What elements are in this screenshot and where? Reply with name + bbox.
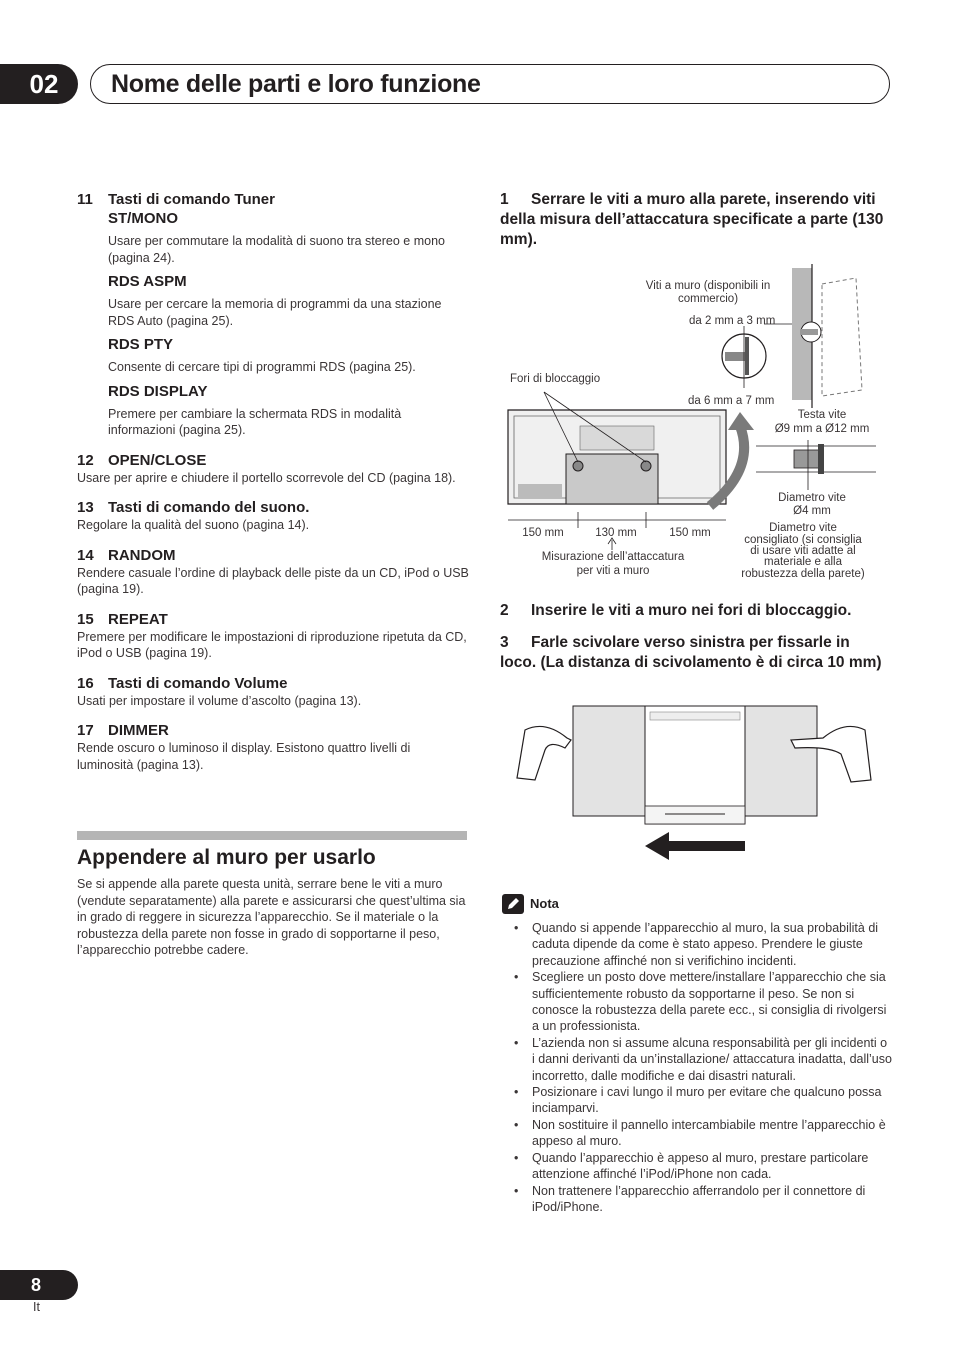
item-number: 15 bbox=[77, 610, 94, 628]
item-title: OPEN/CLOSE bbox=[108, 451, 207, 469]
item-number: 16 bbox=[77, 674, 94, 692]
left-column bbox=[77, 190, 469, 773]
item-text: Usati per impostare il volume d’ascolto (pagina 13). bbox=[77, 693, 362, 708]
item-text: Usare per commutare la modalità di suono tra stereo e mono (pagina 24). bbox=[108, 234, 445, 265]
language-code: It bbox=[33, 1300, 40, 1314]
nota-list bbox=[502, 920, 892, 1215]
label-measure-2: per viti a muro bbox=[576, 565, 650, 577]
label-holes: Fori di bloccaggio bbox=[510, 373, 601, 385]
step-text: Inserire le viti a muro nei fori di bloccaggio. bbox=[531, 602, 852, 619]
item-13 bbox=[77, 498, 469, 534]
slide-diagram bbox=[505, 700, 885, 870]
label-dim-left: 150 mm bbox=[522, 527, 564, 539]
label-range-bottom: da 6 mm a 7 mm bbox=[688, 395, 775, 407]
step-2 bbox=[500, 601, 890, 621]
nota-item: • Posizionare i cavi lungo il muro per evitare che qualcuno possa inciamparvi. bbox=[502, 1084, 892, 1117]
step-number: 2 bbox=[500, 602, 509, 619]
item-number: 12 bbox=[77, 451, 94, 469]
section-divider bbox=[77, 831, 467, 840]
wall-mount-diagram bbox=[500, 258, 890, 588]
unit-outline bbox=[822, 278, 862, 396]
item-text: Regolare la qualità del suono (pagina 14). bbox=[77, 518, 310, 532]
item-12 bbox=[77, 451, 469, 487]
step-text: Serrare le viti a muro alla parete, inserendo viti della misura dell’attaccatura specificate a parte (130 mm). bbox=[500, 191, 884, 248]
nota-item: • Non trattenere l’apparecchio afferrandolo per il connettore di iPod/iPhone. bbox=[502, 1183, 892, 1216]
nota-item: • L’azienda non si assume alcuna responsabilità per gli incidenti o i danni derivanti da un’installazione/ attaccatura inadatta, dall’uso incorretto, dalle modifiche e dai disastri naturali. bbox=[502, 1035, 892, 1084]
item-title: REPEAT bbox=[108, 610, 168, 628]
sub-text-rds-display: Premere per cambiare la schermata RDS in modalità informazioni (pagina 25). bbox=[108, 406, 402, 437]
step-number: 3 bbox=[500, 634, 509, 651]
label-screws-1: Viti a muro (disponibili in bbox=[645, 280, 771, 292]
item-17 bbox=[77, 721, 469, 773]
label-diam-2: Ø4 mm bbox=[793, 505, 831, 517]
sub-text-rds-pty: Consente di cercare tipi di programmi RDS (pagina 25). bbox=[108, 360, 416, 374]
chapter-title: Nome delle parti e loro funzione bbox=[111, 70, 481, 98]
item-text: Rende oscuro o luminoso il display. Esistono quattro livelli di luminosità (pagina 13). bbox=[77, 741, 411, 772]
label-measure-1: Misurazione dell’attaccatura bbox=[541, 551, 685, 563]
label-rec-2: consigliato (si consiglia bbox=[744, 534, 862, 546]
label-head-2: Ø9 mm a Ø12 mm bbox=[774, 423, 870, 435]
item-text: Usare per aprire e chiudere il portello scorrevole del CD (pagina 18). bbox=[77, 470, 456, 485]
step-3 bbox=[500, 633, 890, 673]
label-head-1: Testa vite bbox=[797, 409, 847, 421]
label-diam-1: Diametro vite bbox=[778, 492, 846, 504]
nota-item: • Quando l’apparecchio è appeso al muro, prestare particolare attenzione affinché l’iPod/iPhone non cada. bbox=[502, 1150, 892, 1183]
page-number: 8 bbox=[0, 1270, 78, 1300]
section-text: Se si appende alla parete questa unità, serrare bene le viti a muro (vendute separatamente) alla parete e assicurarsi che quest’ultima sia in grado di reggere in sicurezza l’apparecchio. Se il materiale o la robustezza della parete non fosse in grado di sopportarne il peso, l’apparecchio potrebbe cadere. bbox=[77, 877, 466, 957]
item-11 bbox=[77, 190, 469, 439]
item-subtitle: ST/MONO bbox=[108, 210, 178, 227]
label-screws-2: commercio) bbox=[677, 293, 739, 305]
item-number: 17 bbox=[77, 722, 94, 739]
pencil-icon bbox=[502, 894, 524, 914]
step-text: Farle scivolare verso sinistra per fissarle in loco. (La distanza di scivolamento è di circa 10 mm) bbox=[500, 634, 882, 671]
nota-item: • Non sostituire il pannello intercambiabile mentre l’apparecchio è appeso al muro. bbox=[502, 1117, 892, 1150]
sub-title-rds-display: RDS DISPLAY bbox=[108, 382, 208, 400]
sub-text-rds-aspm: Usare per cercare la memoria di programmi da una stazione RDS Auto (pagina 25). bbox=[108, 297, 442, 328]
nota-item: • Scegliere un posto dove mettere/installare l’apparecchio che sia sufficientemente robusto da sopportarne il peso. Se non si conosce la robustezza della parete ecc., si consiglia di rivolgersi a un professionista. bbox=[502, 969, 892, 1035]
label-rec-1: Diametro vite bbox=[769, 522, 837, 534]
item-number: 13 bbox=[77, 499, 94, 516]
section-title: Appendere al muro per usarlo bbox=[77, 846, 376, 869]
item-16 bbox=[77, 674, 469, 710]
item-14 bbox=[77, 546, 469, 598]
nota-item: • Quando si appende l’apparecchio al muro, la sua probabilità di caduta dipende da come è stato appeso. Prendere le giuste precauzione affinché non si verifichino incidenti. bbox=[502, 920, 892, 969]
sub-title-rds-pty: RDS PTY bbox=[108, 336, 174, 353]
item-number: 11 bbox=[77, 191, 93, 208]
item-15 bbox=[77, 610, 469, 662]
item-text: Premere per modificare le impostazioni di riproduzione ripetuta da CD, iPod o USB (pagina 19). bbox=[77, 629, 467, 660]
sub-title-rds-aspm: RDS ASPM bbox=[108, 273, 187, 290]
item-number: 14 bbox=[77, 546, 94, 564]
label-rec-3: di usare viti adatte al bbox=[750, 545, 856, 557]
chapter-number: 02 bbox=[0, 64, 78, 104]
item-title: Tasti di comando del suono. bbox=[108, 499, 310, 516]
left-arrow bbox=[645, 832, 745, 860]
chapter-title-box bbox=[90, 64, 890, 104]
left-hand bbox=[517, 726, 571, 780]
item-title: Tasti di comando Volume bbox=[108, 674, 288, 692]
label-range-top: da 2 mm a 3 mm bbox=[689, 315, 776, 327]
step-1 bbox=[500, 190, 890, 250]
nota-title: Nota bbox=[530, 896, 559, 911]
label-rec-4: materiale e alla bbox=[764, 556, 842, 568]
item-text: Rendere casuale l’ordine di playback delle piste da un CD, iPod o USB (pagina 19). bbox=[77, 565, 469, 596]
label-dim-mid: 130 mm bbox=[595, 527, 637, 539]
item-title: DIMMER bbox=[108, 722, 169, 739]
step-number: 1 bbox=[500, 191, 509, 208]
label-rec-5: robustezza della parete) bbox=[741, 568, 865, 580]
item-title: Tasti di comando Tuner bbox=[108, 191, 275, 208]
item-title: RANDOM bbox=[108, 546, 176, 564]
label-dim-right: 150 mm bbox=[669, 527, 711, 539]
